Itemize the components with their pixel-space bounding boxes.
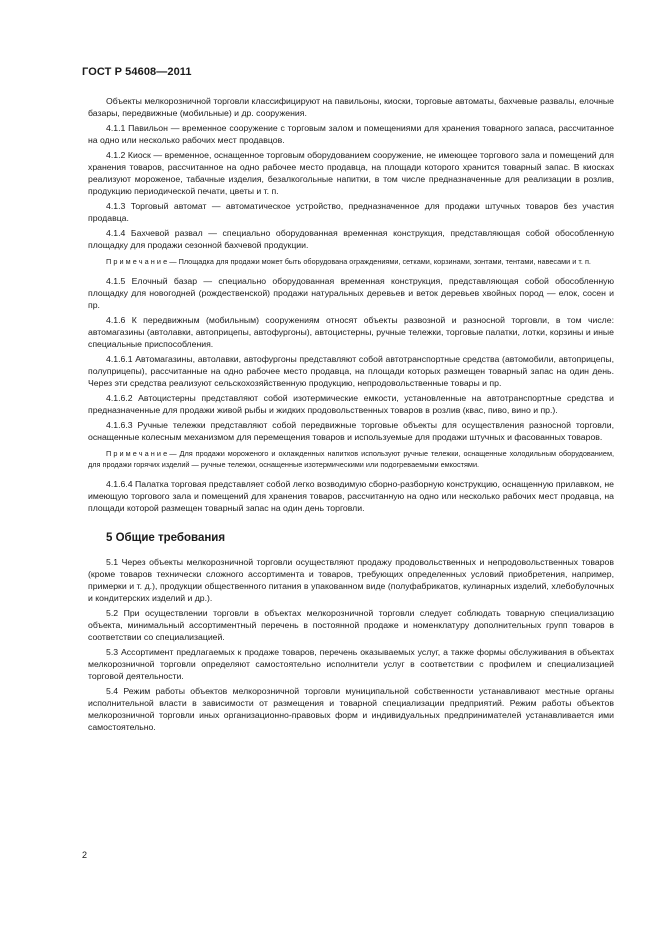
note-2-text: — Для продажи мороженого и охлажденных напитков используют ручные тележки, оснащенные холодильным оборудованием, для продажи горячих изделий — ручные тележки, оснащенные изотермическими или подогреваемыми емкостями.: [88, 449, 614, 469]
paragraph-4-1-6-4: 4.1.6.4 Палатка торговая представляет собой легко возводимую сборно-разборную конструкцию, оснащенную прилавком, не имеющую торгового зала и помещений для хранения товаров, рассчитанную на одно или несколько рабочих мест продавца, на площади которой размещен товарный запас на один день торговли.: [88, 478, 614, 513]
page-number: 2: [82, 850, 88, 860]
paragraph-4-1-1: 4.1.1 Павильон — временное сооружение с торговым залом и помещениями для хранения товарного запаса, рассчитанное на одно или несколько рабочих мест продавцов.: [88, 122, 614, 146]
paragraph-4-1-4: 4.1.4 Бахчевой развал — специально оборудованная временная конструкция, представляющая собой обособленную площадку для продажи сезонной бахчевой продукции.: [88, 228, 614, 251]
paragraph-classification: Объекты мелкорозничной торговли классифицируют на павильоны, киоски, торговые автоматы, бахчевые развалы, елочные базары, передвижные (мобильные) и др. сооружения.: [88, 96, 614, 119]
note-2-label: Примечание: [106, 449, 170, 459]
note-1-text: — Площадка для продажи может быть оборудована ограждениями, сетками, корзинами, зонтами, тентами, навесами и т. п.: [169, 257, 591, 267]
paragraph-4-1-5: 4.1.5 Елочный базар — специально оборудованная временная конструкция, представляющая собой обособленную площадку для новогодней (рождественской) продажи натуральных деревьев и веток деревьев хвойных пород — елок, сосен и пр.: [88, 275, 614, 311]
document-body: [88, 95, 614, 736]
paragraph-5-3: 5.3 Ассортимент предлагаемых к продаже товаров, перечень оказываемых услуг, а также формы обслуживания в объектах мелкорозничной торговли определяют самостоятельно исполнители услуг в соответствии с профилем и специализацией торговой деятельности.: [88, 647, 614, 682]
paragraph-5-4: 5.4 Режим работы объектов мелкорозничной торговли муниципальной собственности устанавливают местные органы исполнительной власти в зависимости от размещения и товарной специализации предприятий. Режим работы объектов мелкорозничной торговли иных организационно-правовых форм и индивидуальных предпринимателей устанавливается ими самостоятельно.: [88, 686, 614, 733]
paragraph-5-1: 5.1 Через объекты мелкорозничной торговли осуществляют продажу продовольственных и непродовольственных товаров (кроме товаров технически сложного ассортимента и товаров, требующих определенных условий приобретения, например, примерки и т. д.), продукции общественного питания в упакованном виде (полуфабрикатов, кулинарных изделий, хлебобулочных и кондитерских изделий и др.).: [88, 556, 614, 604]
document-header: ГОСТ Р 54608—2011: [82, 66, 192, 78]
note-2: [88, 449, 614, 470]
paragraph-4-1-6-2: 4.1.6.2 Автоцистерны представляют собой изотермические емкости, установленные на автотранспортные средства и предназначенные для продажи живой рыбы и жидких продовольственных товаров в розлив (квас, пиво, вино и пр.).: [88, 393, 614, 416]
paragraph-4-1-3: 4.1.3 Торговый автомат — автоматическое устройство, предназначенное для продажи штучных товаров без участия продавца.: [88, 201, 614, 224]
paragraph-4-1-6-1: 4.1.6.1 Автомагазины, автолавки, автофургоны представляют собой автотранспортные средства (автомобили, автоприцепы, полуприцепы), рассчитанные на одно рабочее место продавца, на площади которых размещен товарный запас на один день. Через эти средства реализуют сельскохозяйственную продукцию, непродовольственные товары и пр.: [88, 354, 614, 389]
note-1-label: Примечание: [106, 257, 170, 267]
note-1: [88, 257, 614, 268]
paragraph-4-1-6-3: 4.1.6.3 Ручные тележки представляют собой передвижные торговые объекты для осуществления разносной торговли, оснащенные колесным механизмом для перемещения товаров и используемые для продажи штучных и фасованных товаров.: [88, 420, 614, 443]
section-5-title: 5 Общие требования: [106, 531, 226, 544]
paragraph-5-2: 5.2 При осуществлении торговли в объектах мелкорозничной торговли следует соблюдать товарную специализацию объекта, минимальный ассортиментный перечень в постоянной продаже и номенклатуру дополнительных групп товаров в соответствии со специализацией.: [88, 607, 614, 643]
paragraph-4-1-2: 4.1.2 Киоск — временное, оснащенное торговым оборудованием сооружение, не имеющее торгового зала и помещений для хранения товаров, рассчитанное на одно рабочее место продавца, на площади которого хранится товарный запас. В киосках реализуют мороженое, табачные изделия, безалкогольные напитки, в том числе предназначенные для реализации в розлив, продукцию периодической печати, цветы и т. п.: [88, 149, 614, 197]
paragraph-4-1-6: 4.1.6 К передвижным (мобильным) сооружениям относят объекты развозной и разносной торговли, в том числе: автомагазины (автолавки, автоприцепы, автофургоны), автоцистерны, ручные тележки, торговые палатки, лотки, корзины и иные специальные приспособления.: [88, 314, 614, 350]
